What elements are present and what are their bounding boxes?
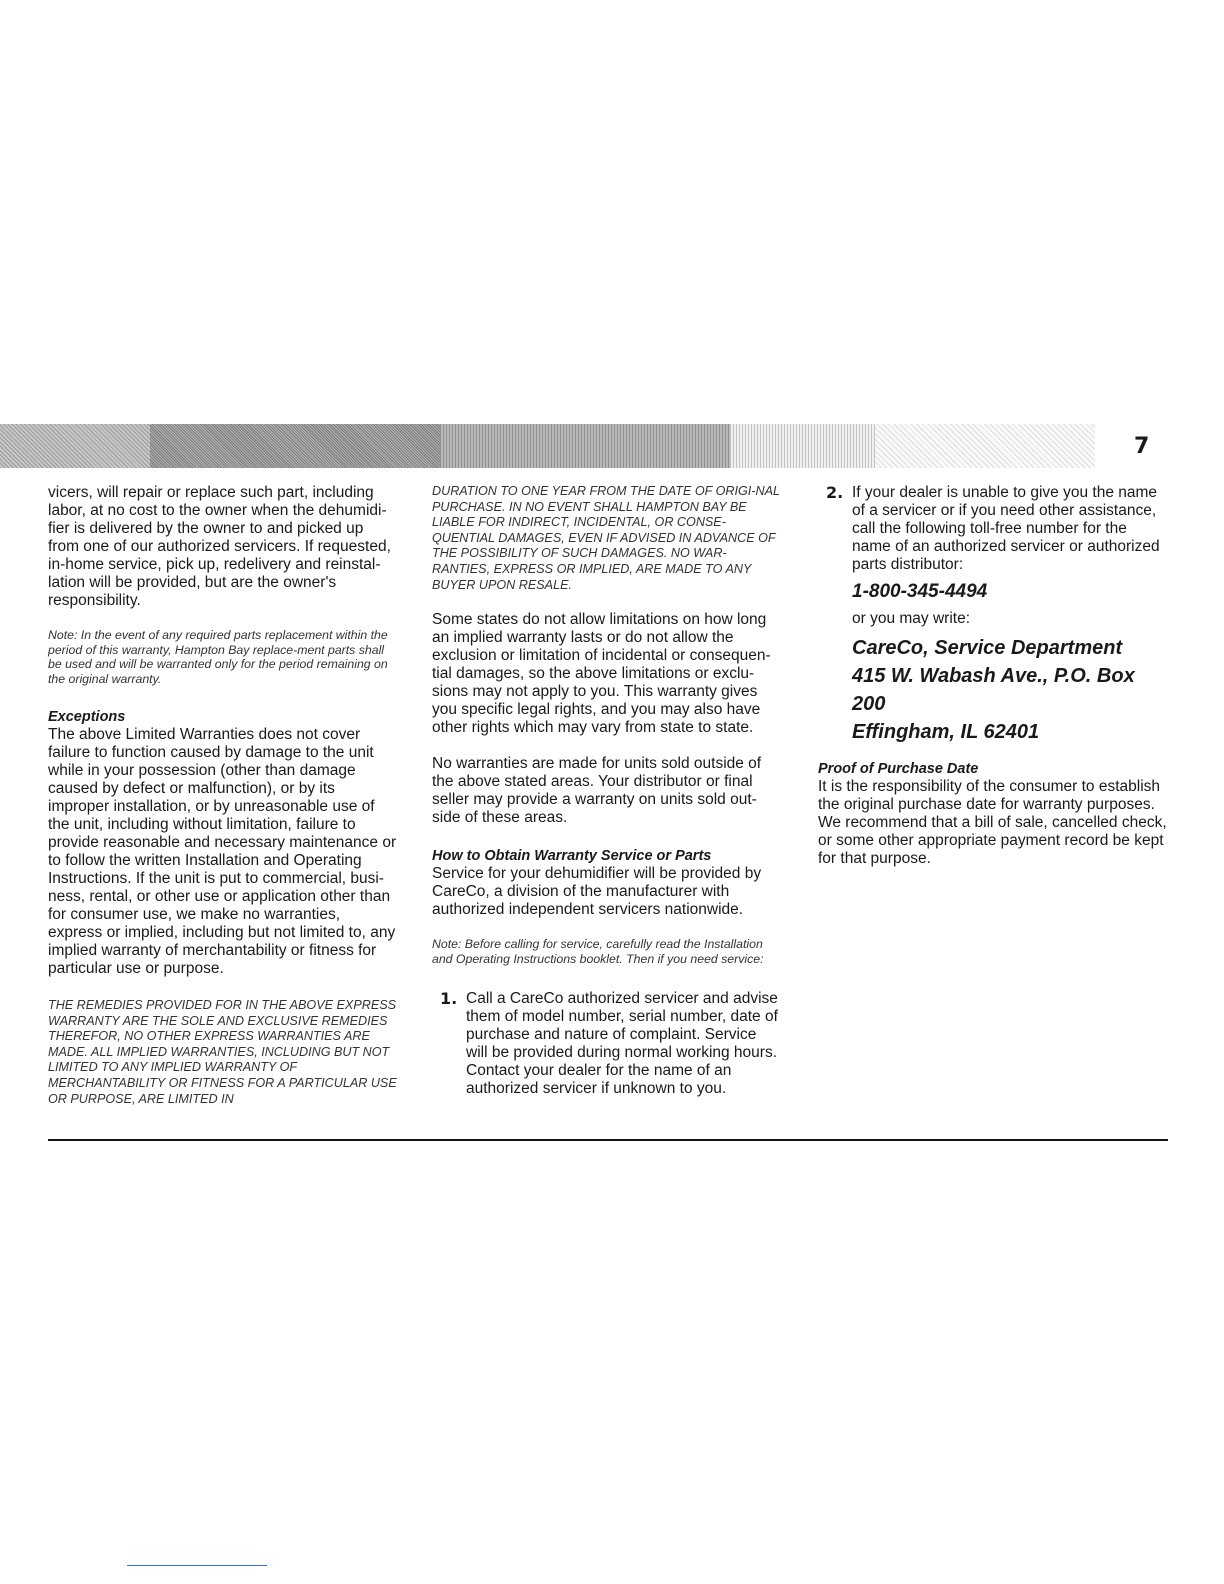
list-item-text: Call a CareCo authorized servicer and advise them of model number, serial number, date of purchase and nature of complaint. Service will be provided during normal working hours. Contact your dealer for the name of an authorized servicer if unknown to you. bbox=[466, 990, 778, 1098]
header-band-segment bbox=[0, 424, 150, 468]
column-3 bbox=[818, 484, 1168, 868]
header-band-segment bbox=[875, 424, 1095, 468]
header-band-segment bbox=[150, 424, 440, 468]
column-2 bbox=[432, 484, 782, 1098]
toll-free-phone: 1-800-345-4494 bbox=[852, 581, 988, 602]
exceptions-paragraph: The above Limited Warranties does not cover failure to function caused by damage to the unit while in your possession (other than damage caused by defect or malfunction), or by its improper installation, or by unreasonable use of the unit, including without limitation, failure to provide reasonable and necessary maintenance or to follow the written Installation and Operating Instructions. If the unit is put to commercial, busi-ness, rental, or other use or application other than for consumer use, we make no warranties, express or implied, including but not limited to, any implied warranty of merchantability or fitness for particular use or purpose. bbox=[48, 726, 397, 977]
outside-areas-paragraph: No warranties are made for units sold outside of the above stated areas. Your distributor or final seller may provide a warranty on units sold out-side of these areas. bbox=[432, 755, 762, 827]
page-number: 7 bbox=[1134, 434, 1150, 459]
list-number: 1. bbox=[440, 989, 458, 1009]
bottom-rule bbox=[48, 1139, 1168, 1141]
service-heading: How to Obtain Warranty Service or Parts bbox=[432, 848, 712, 865]
column-1 bbox=[48, 484, 398, 1107]
or-write-text: or you may write: bbox=[852, 610, 971, 627]
list-item bbox=[818, 484, 1168, 574]
address-line-3: Effingham, IL 62401 bbox=[852, 721, 1040, 743]
link-underline bbox=[127, 1565, 267, 1566]
service-note: Note: Before calling for service, carefully read the Installation and Operating Instructions booklet. Then if you need service: bbox=[432, 937, 764, 966]
warranty-paragraph: vicers, will repair or replace such part, including labor, at no cost to the owner when the dehumidi-fier is delivered by the owner to and picked up from one of our authorized servicers. If requested, in-home service, pick up, redelivery and reinstal-lation will be provided, but are the owner's responsibility. bbox=[48, 484, 391, 609]
header-band-segment bbox=[730, 424, 875, 468]
exceptions-heading: Exceptions bbox=[48, 709, 126, 725]
address-line-1: CareCo, Service Department bbox=[852, 637, 1123, 659]
service-paragraph: Service for your dehumidifier will be provided by CareCo, a division of the manufacturer with authorized independent servicers nationwide. bbox=[432, 865, 762, 919]
list-item bbox=[432, 990, 782, 1098]
remedies-disclaimer: THE REMEDIES PROVIDED FOR IN THE ABOVE EXPRESS WARRANTY ARE THE SOLE AND EXCLUSIVE REMEDIES THEREFOR, NO OTHER EXPRESS WARRANTIES ARE MADE. ALL IMPLIED WARRANTIES, INCLUDING BUT NOT LIMITED TO ANY IMPLIED WARRANTY OF MERCHANTABILITY OR FITNESS FOR A PARTICULAR USE OR PURPOSE, ARE LIMITED IN bbox=[48, 998, 397, 1106]
list-item-text: If your dealer is unable to give you the name of a servicer or if you need other assistance, call the following toll-free number for the name of an authorized servicer or authorized parts distributor: bbox=[852, 484, 1160, 573]
header-band-segment bbox=[440, 424, 730, 468]
parts-note: Note: In the event of any required parts replacement within the period of this warranty, Hampton Bay replace-ment parts shall be used and will be warranted only for the period remaining on the original warranty. bbox=[48, 628, 388, 686]
proof-paragraph: It is the responsibility of the consumer to establish the original purchase date for warranty purposes. We recommend that a bill of sale, cancelled check, or some other appropriate payment record be kept for that purpose. bbox=[818, 778, 1167, 867]
state-rights-paragraph: Some states do not allow limitations on how long an implied warranty lasts or do not allow the exclusion or limitation of incidental or consequen-tial damages, so the above limitations or exclu-sions may not apply to you. This warranty gives you specific legal rights, and you may also have other rights which may vary from state to state. bbox=[432, 611, 771, 737]
address-line-2: 415 W. Wabash Ave., P.O. Box 200 bbox=[852, 665, 1135, 715]
duration-disclaimer: DURATION TO ONE YEAR FROM THE DATE OF ORIGI-NAL PURCHASE. IN NO EVENT SHALL HAMPTON BAY BE LIABLE FOR INDIRECT, INCIDENTAL, OR CONSE-QUENTIAL DAMAGES, EVEN IF ADVISED IN ADVANCE OF THE POSSIBILITY OF SUCH DAMAGES. NO WAR-RANTIES, EXPRESS OR IMPLIED, ARE MADE TO ANY BUYER UPON RESALE. bbox=[432, 484, 780, 592]
list-number: 2. bbox=[826, 483, 844, 502]
proof-heading: Proof of Purchase Date bbox=[818, 761, 979, 777]
